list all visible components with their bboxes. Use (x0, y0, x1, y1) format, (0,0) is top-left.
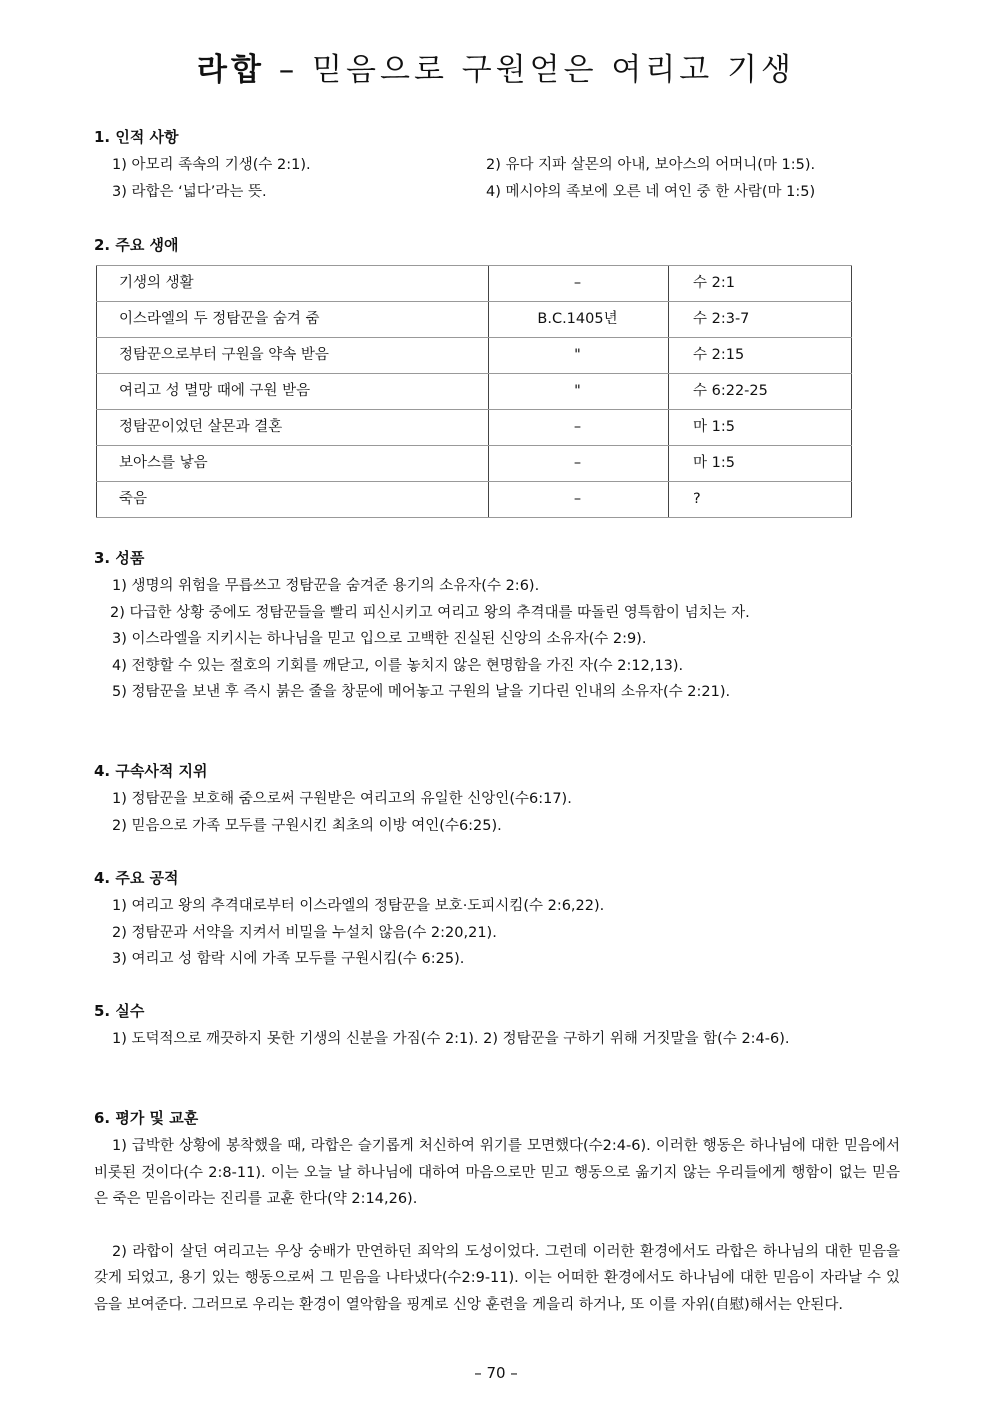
ref-cell: 수 2:15 (668, 338, 852, 373)
table-row (96, 337, 852, 373)
section-character (94, 547, 900, 706)
paragraph: 2) 라합이 살던 여리고는 우상 숭배가 만연하던 죄악의 도성이었다. 그런데 이러한 환경에서도 라합은 하나님의 대한 믿음을 갖게 되었고, 용기 있는 행동으로써 그 믿음을 나타냈다(수2:9-11). 이는 어떠한 환경에서도 하나님에 대한 믿음이 자라날 수 있음을 보여준다. 그러므로 우리는 환경이 열악함을 핑계로 신앙 훈련을 게을리 하거나, 또 이를 자위(自慰)해서는 안된다. (94, 1243, 900, 1313)
list-item: 2) 믿음으로 가족 모두를 구원시킨 최초의 이방 여인(수6:25). (112, 817, 502, 834)
section-heading: 3. 성품 (94, 549, 145, 567)
event-cell: 이스라엘의 두 정탐꾼을 숨겨 줌 (96, 302, 486, 337)
section-life (94, 234, 900, 260)
date-cell: – (488, 482, 666, 517)
section-personal (94, 126, 900, 205)
list-item: 5) 정탐꾼을 보낸 후 즉시 붉은 줄을 창문에 메어놓고 구원의 날을 기다린 인내의 소유자(수 2:21). (112, 684, 731, 700)
ref-cell: 마 1:5 (668, 410, 852, 445)
table-row (96, 481, 852, 518)
list-item: 2) 다급한 상황 중에도 정탐꾼들을 빨리 피신시키고 여리고 왕의 추격대를 따돌린 영특함이 넘치는 자. (110, 604, 750, 621)
table-row (96, 373, 852, 409)
table-row (96, 301, 852, 337)
section-heading: 4. 주요 공적 (94, 869, 179, 887)
date-cell: – (488, 266, 666, 301)
event-cell: 정탐꾼이었던 살몬과 결혼 (96, 410, 486, 445)
section-heading: 6. 평가 및 교훈 (94, 1109, 199, 1127)
page-title (0, 44, 992, 89)
table-row (96, 265, 852, 301)
event-cell: 기생의 생활 (96, 266, 486, 301)
section-heading: 4. 구속사적 지위 (94, 762, 208, 780)
event-cell: 죽음 (96, 482, 486, 517)
section-heading: 1. 인적 사항 (94, 128, 179, 146)
section-heading: 2. 주요 생애 (94, 236, 179, 254)
paragraph: 1) 급박한 상황에 봉착했을 때, 라합은 슬기롭게 처신하여 위기를 모면했다(수2:4-6). 이러한 행동은 하나님에 대한 믿음에서 비롯된 것이다(수 2:8-11). 이는 오늘 날 하나님에 대하여 마음으로만 믿고 행동으로 옮기지 않는 우리들에게 행함이 없는 믿음은 죽은 믿음이라는 진리를 교훈 한다(약 2:14,26). (94, 1138, 900, 1207)
list-item: 3) 이스라엘을 지키시는 하나님을 믿고 입으로 고백한 진실된 신앙의 소유자(수 2:9). (112, 631, 647, 647)
section-redemptive-status (94, 760, 900, 839)
title-name: 라합 (197, 52, 265, 88)
paragraph: 1) 도덕적으로 깨끗하지 못한 기생의 신분을 가짐(수 2:1). 2) 정탐꾼을 구하기 위해 거짓말을 함(수 2:4-6). (112, 1031, 790, 1047)
list-item: 1) 생명의 위험을 무릅쓰고 정탐꾼을 숨겨준 용기의 소유자(수 2:6). (112, 578, 540, 594)
ref-cell: 마 1:5 (668, 446, 852, 481)
ref-cell: ? (668, 482, 852, 517)
table-row (96, 409, 852, 445)
date-cell: – (488, 446, 666, 481)
life-table (96, 265, 852, 518)
list-item: 1) 아모리 족속의 기생(수 2:1). (112, 157, 311, 173)
list-item: 2) 정탐꾼과 서약을 지켜서 비밀을 누설치 않음(수 2:20,21). (112, 924, 497, 941)
date-cell: " (488, 338, 666, 373)
page-number: – 70 – (474, 1364, 518, 1382)
ref-cell: 수 6:22-25 (668, 374, 852, 409)
event-cell: 정탐꾼으로부터 구원을 약속 받음 (96, 338, 486, 373)
table-row (96, 445, 852, 481)
list-item: 1) 정탐꾼을 보호해 줌으로써 구원받은 여리고의 유일한 신앙인(수6:17). (112, 791, 572, 807)
section-mistakes (94, 1000, 900, 1053)
list-item: 4) 전향할 수 있는 절호의 기회를 깨닫고, 이를 놓치지 않은 현명함을 가진 자(수 2:12,13). (112, 657, 684, 674)
list-item: 4) 메시야의 족보에 오른 네 여인 중 한 사람(마 1:5) (486, 183, 816, 200)
title-subtitle: – 믿음으로 구원얻은 여리고 기생 (264, 52, 795, 88)
date-cell: " (488, 374, 666, 409)
list-item: 3) 여리고 성 함락 시에 가족 모두를 구원시킴(수 6:25). (112, 951, 465, 967)
list-item: 1) 여리고 왕의 추격대로부터 이스라엘의 정탐꾼을 보호·도피시킴(수 2:6,22). (112, 898, 605, 914)
date-cell: B.C.1405년 (488, 302, 666, 337)
section-lessons (94, 1107, 900, 1318)
date-cell: – (488, 410, 666, 445)
ref-cell: 수 2:3-7 (668, 302, 852, 337)
event-cell: 보아스를 낳음 (96, 446, 486, 481)
list-item: 3) 라합은 ‘넓다’라는 뜻. (112, 183, 267, 200)
section-achievements (94, 867, 900, 973)
event-cell: 여리고 성 멸망 때에 구원 받음 (96, 374, 486, 409)
ref-cell: 수 2:1 (668, 266, 852, 301)
list-item: 2) 유다 지파 살몬의 아내, 보아스의 어머니(마 1:5). (486, 157, 816, 173)
section-heading: 5. 실수 (94, 1002, 145, 1020)
